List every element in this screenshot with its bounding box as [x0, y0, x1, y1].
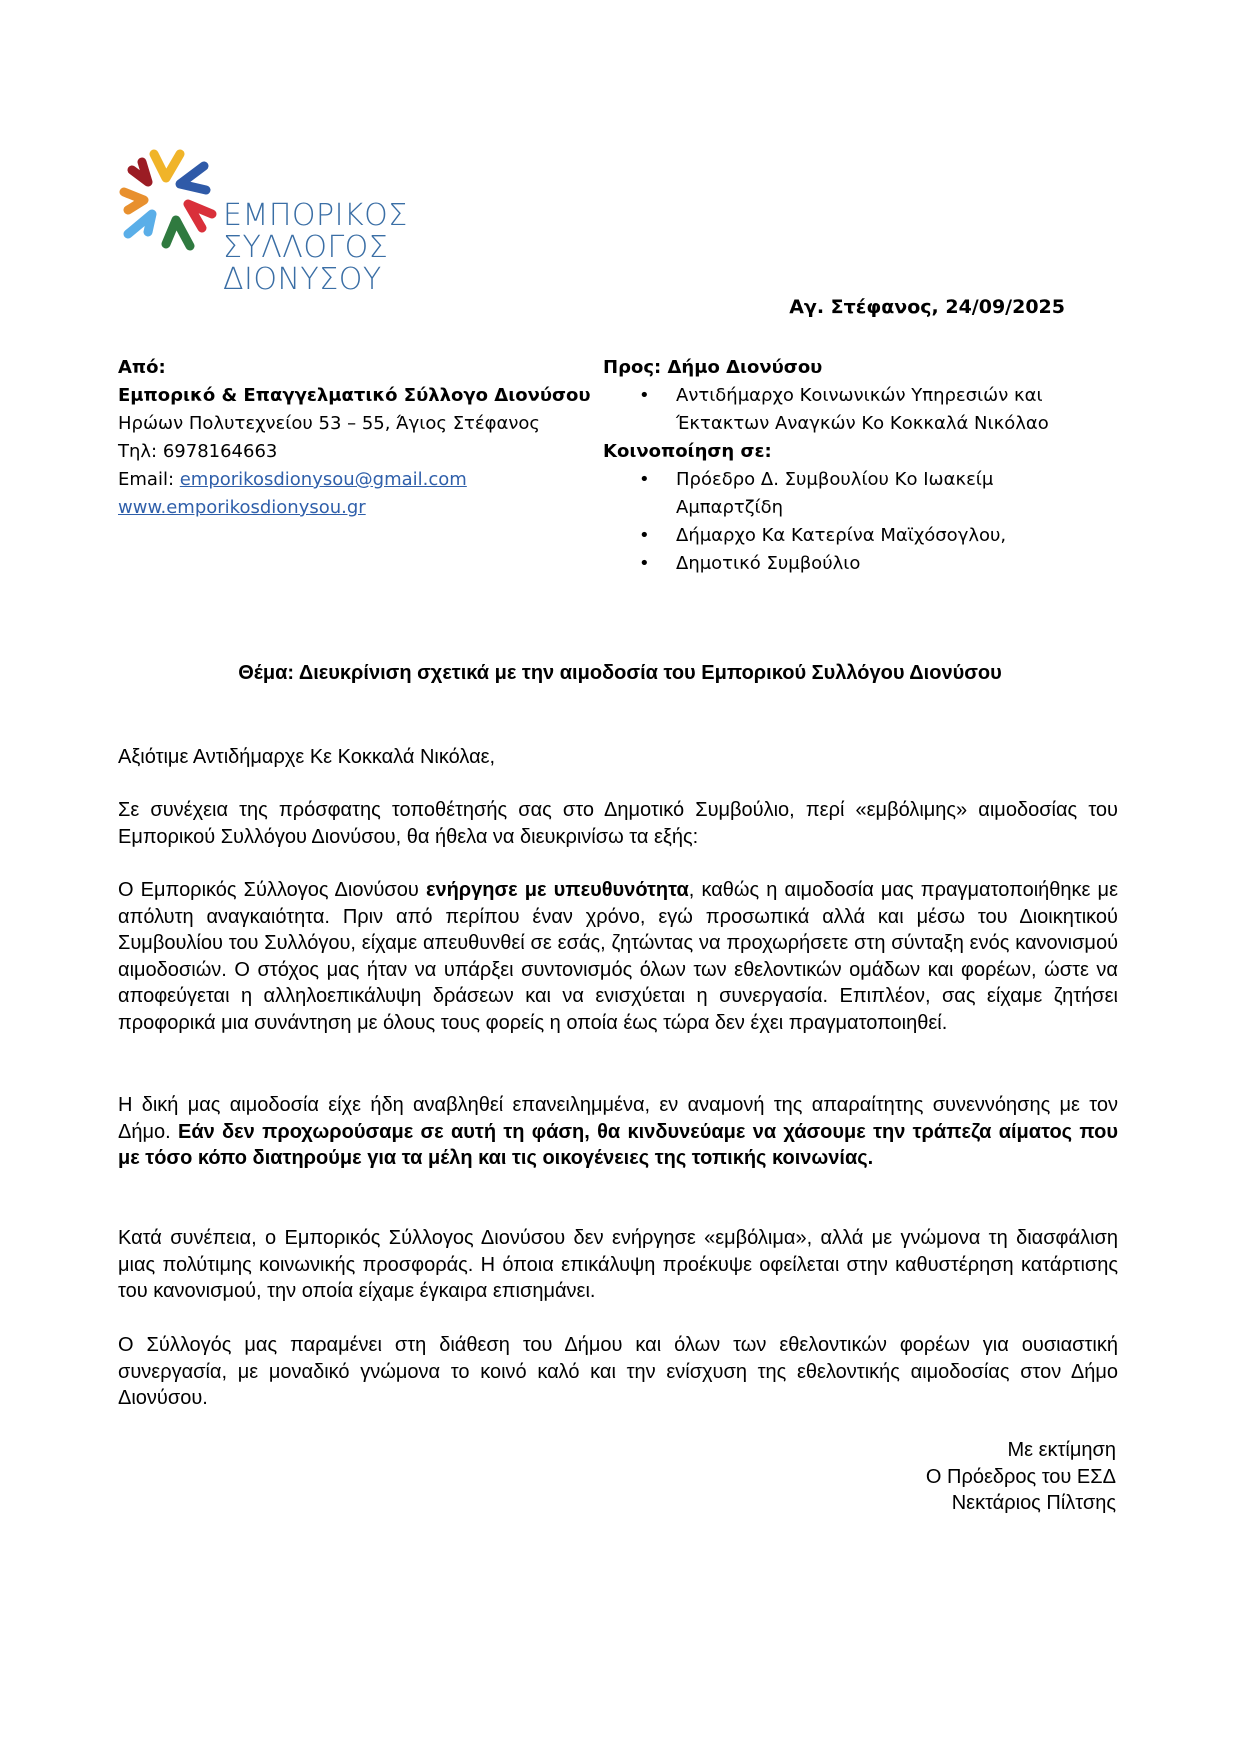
logo-line-1: ΕΜΠΟΡΙΚΟΣ — [223, 198, 408, 233]
logo-arrows-icon — [118, 148, 222, 252]
email-label: Email: — [118, 469, 180, 490]
logo-line-3: ΔΙΟΝΥΣΟΥ — [223, 262, 382, 297]
recipient-list — [603, 382, 1083, 438]
cc-item: • Δημοτικό Συμβούλιο — [603, 550, 1083, 578]
sender-label: Από: — [118, 357, 166, 378]
recipient-block — [603, 354, 1083, 578]
emphasis: Εάν δεν προχωρούσαμε σε αυτή τη φάση, θα κινδυνεύαμε να χάσουμε την τράπεζα αίματος που με τόσο κόπο διατηρούμε για τα μέλη και τις οικογένειες της τοπικής κοινωνίας. — [118, 1120, 1118, 1169]
sender-phone: Τηλ: 6978164663 — [118, 441, 278, 462]
signature-name: Νεκτάριος Πίλτσης — [951, 1492, 1116, 1514]
cc-item: • Δήμαρχο Κα Κατερίνα Μαϊχόσογλου, — [603, 522, 1083, 550]
logo-line-2: ΣΥΛΛΟΓΟΣ — [223, 230, 389, 265]
letter-greeting: Αξιότιμε Αντιδήμαρχε Κε Κοκκαλά Νικόλαε, — [118, 746, 496, 768]
signature-block — [926, 1437, 1116, 1517]
bullet-icon: • — [639, 525, 650, 546]
signature-closing: Με εκτίμηση — [1007, 1439, 1116, 1461]
cc-item: • Πρόεδρο Δ. Συμβουλίου Κο Ιωακείμ Αμπαρτζίδη — [603, 466, 1083, 522]
email-link[interactable]: emporikosdionysou@gmail.com — [179, 469, 467, 490]
recipient-label: Προς: Δήμο Διονύσου — [603, 357, 823, 378]
letter-subject: Θέμα: Διευκρίνιση σχετικά με την αιμοδοσία του Εμπορικού Συλλόγου Διονύσου — [238, 662, 1002, 684]
bullet-icon: • — [639, 469, 650, 490]
sender-address: Ηρώων Πολυτεχνείου 53 – 55, Άγιος Στέφανος — [118, 413, 540, 434]
cc-label: Κοινοποίηση σε: — [603, 441, 772, 462]
cc-list — [603, 466, 1083, 578]
signature-title: Ο Πρόεδρος του ΕΣΔ — [925, 1465, 1116, 1488]
bullet-icon: • — [639, 385, 650, 406]
paragraph-4: Κατά συνέπεια, ο Εμπορικός Σύλλογος Διονύσου δεν ενήργησε «εμβόλιμα», αλλά με γνώμονα τη διασφάλιση μιας πολύτιμης κοινωνικής προσφοράς. Η όποια επικάλυψη προέκυψε οφείλεται στην καθυστέρηση κατάρτισης του κανονισμού, την οποία είχαμε έγκαιρα επισημάνει. — [118, 1227, 1118, 1302]
bullet-icon: • — [639, 553, 650, 574]
paragraph-2: Ο Εμπορικός Σύλλογος Διονύσου ενήργησε με υπευθυνότητα, καθώς η αιμοδοσία μας πραγματοποιήθηκε με απόλυτη αναγκαιότητα. Πριν από περίπου έναν χρόνο, εγώ προσωπικά αλλά και μέσω του Διοικητικού Συμβουλίου του Συλλόγου, είχαμε απευθυνθεί σε εσάς, ζητώντας να προχωρήσετε στη σύνταξη ενός κανονισμού αιμοδοσιών. Ο στόχος μας ήταν να υπάρξει συντονισμός όλων των εθελοντικών ομάδων και φορέων, ώστε να αποφεύγεται η αλληλοεπικάλυψη δράσεων και να ενισχύεται η συνεργασία. Επιπλέον, σας είχαμε ζητήσει προφορικά μια συνάντηση με όλους τους φορείς η οποία έως τώρα δεν έχει πραγματοποιηθεί. — [118, 879, 1118, 1034]
website-link[interactable]: www.emporikosdionysou.gr — [118, 497, 366, 518]
association-logo — [118, 148, 438, 308]
logo-wordmark — [223, 200, 408, 296]
letter-date: Αγ. Στέφανος, 24/09/2025 — [789, 296, 1065, 318]
recipient-item: • Αντιδήμαρχο Κοινωνικών Υπηρεσιών και Έκτακτων Αναγκών Κο Κοκκαλά Νικόλαο — [603, 382, 1083, 438]
paragraph-3: Η δική μας αιμοδοσία είχε ήδη αναβληθεί επανειλημμένα, εν αναμονή της απαραίτητης συνεννόησης με τον Δήμο. Εάν δεν προχωρούσαμε σε αυτή τη φάση, θα κινδυνεύαμε να χάσουμε την τράπεζα αίματος που με τόσο κόπο διατηρούμε για τα μέλη και τις οικογένειες της τοπικής κοινωνίας. — [118, 1094, 1118, 1169]
sender-email-line — [118, 466, 591, 494]
paragraph-1: Σε συνέχεια της πρόσφατης τοποθέτησής σας στο Δημοτικό Συμβούλιο, περί «εμβόλιμης» αιμοδοσίας του Εμπορικού Συλλόγου Διονύσου, θα ήθελα να διευκρινίσω τα εξής: — [118, 799, 1118, 848]
paragraph-5: Ο Σύλλογός μας παραμένει στη διάθεση του Δήμου και όλων των εθελοντικών φορέων για ουσιαστική συνεργασία, με μοναδικό γνώμονα το κοινό καλό και την ενίσχυση της εθελοντικής αιμοδοσίας στον Δήμο Διονύσου. — [118, 1334, 1118, 1409]
sender-block — [118, 354, 591, 522]
sender-organization: Εμπορικό & Επαγγελματικό Σύλλογο Διονύσου — [118, 385, 591, 406]
emphasis: ενήργησε με υπευθυνότητα — [425, 879, 689, 901]
